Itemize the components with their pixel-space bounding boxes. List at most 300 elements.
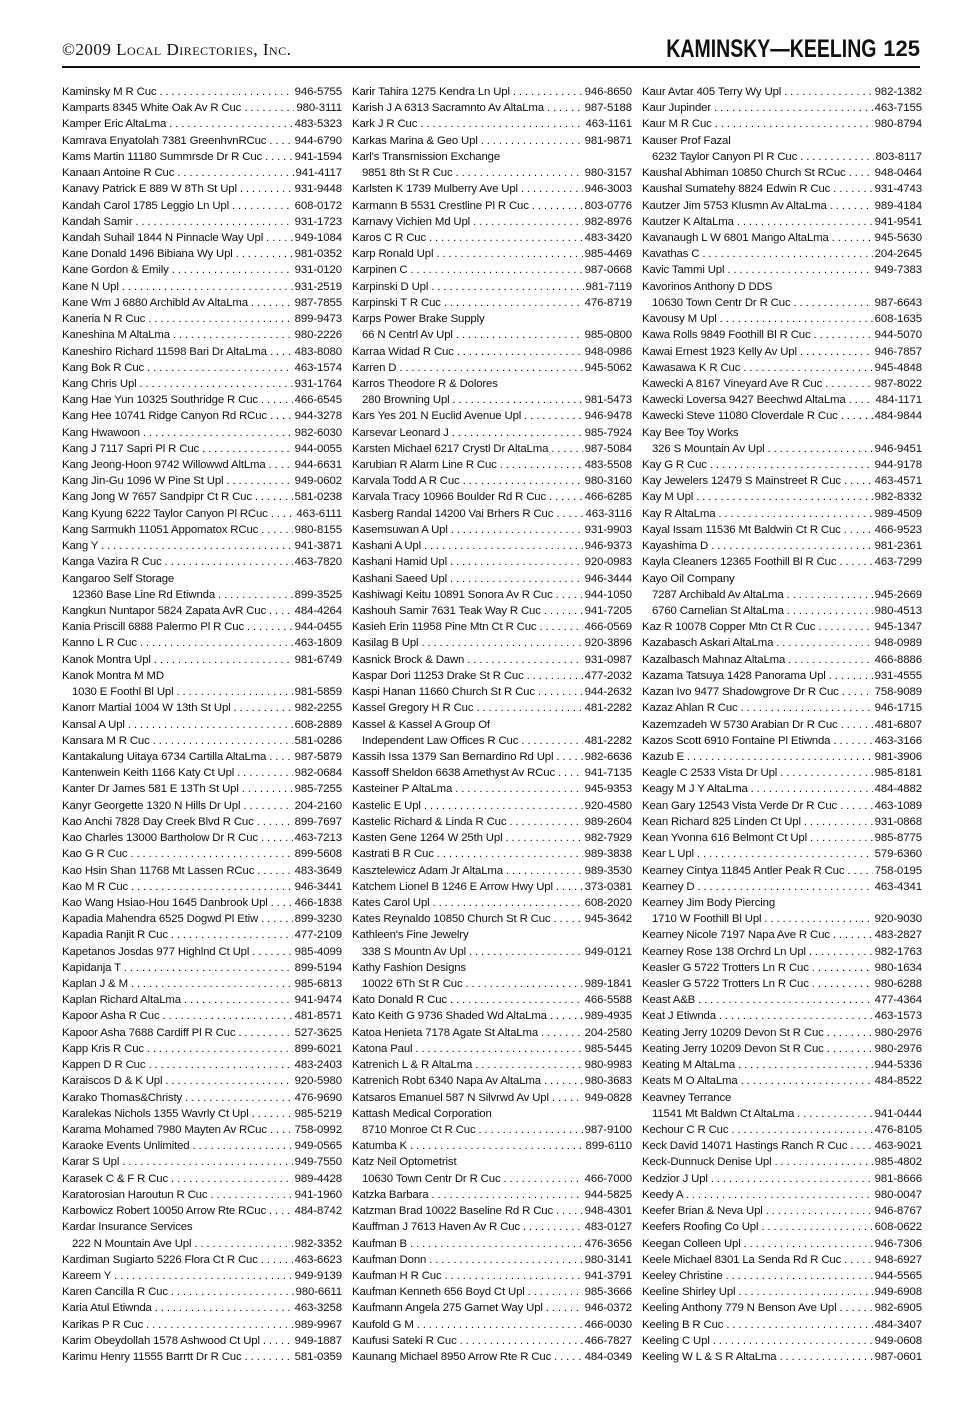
- listing-phone: 941-7205: [584, 605, 632, 617]
- listing-name: Kanok Montra M MD: [62, 669, 164, 682]
- listing-entry: [642, 749, 922, 765]
- listing-name: Kapp Kris R Cuc . . .: [62, 1041, 293, 1057]
- listing-name: Kane Wm J 6880 Archibld Av AltaLma . . .: [62, 295, 293, 311]
- listing-entry: [642, 133, 922, 149]
- listing-entry: [642, 538, 922, 554]
- listing-entry: [642, 1236, 922, 1252]
- listing-phone: 987-5084: [584, 442, 632, 455]
- listing-name: Kang Jin-Gu 1096 W Pine St Upl . . .: [62, 473, 293, 489]
- listing-phone: 466-6545: [294, 394, 342, 407]
- listing-name: Kay Bee Toy Works: [642, 426, 739, 439]
- listing-name: Kasilag B Upl . . .: [352, 635, 583, 651]
- listing-phone: 945-9353: [584, 783, 632, 796]
- listing-name: Karmann B 5531 Crestline Pl R Cuc . . .: [352, 198, 583, 214]
- listing-phone: 899-6110: [585, 1140, 632, 1153]
- listing-name: 280 Browning Upl . . .: [352, 392, 583, 408]
- listing-name: Karimu Henry 11555 Barrtt Dr R Cuc . . .: [62, 1349, 293, 1365]
- listing-name: Katoa Henieta 7178 Agate St AltaLma . . .: [352, 1025, 583, 1041]
- listing-phone: 920-4580: [584, 799, 632, 812]
- listing-phone: 949-1084: [294, 231, 342, 244]
- listing-entry: [352, 392, 632, 408]
- listing-entry: [62, 1057, 342, 1073]
- listing-phone: 466-7827: [584, 1334, 632, 1347]
- listing-name: Karnavy Vichien Md Upl . . .: [352, 214, 583, 230]
- listing-entry: [352, 830, 632, 846]
- listing-name: Karaiscos D & K Upl . . .: [62, 1073, 293, 1089]
- listing-name: Kardar Insurance Services: [62, 1221, 193, 1234]
- listing-entry: [642, 1025, 922, 1041]
- listing-phone: 944-6631: [294, 459, 342, 472]
- listing-name: Kane Gordon & Emily . . .: [62, 262, 293, 278]
- listing-name: Kean Gary 12543 Vista Verde Dr R Cuc . . .: [642, 798, 873, 814]
- listing-name: Kates Reynaldo 10850 Church St R Cuc . . .: [352, 911, 583, 927]
- listing-entry: [352, 765, 632, 781]
- listing-name: Kay M Upl . . .: [642, 489, 873, 505]
- listing-entry: [352, 1025, 632, 1041]
- listing-name: Kania Priscill 6888 Palermo Pl R Cuc . . .: [62, 619, 293, 635]
- listing-name: Keegan Colleen Upl . . .: [642, 1236, 873, 1252]
- listing-name: Kazan Ivo 9477 Shadowgrove Dr R Cuc . . .: [642, 684, 873, 700]
- listing-phone: 941-9541: [874, 215, 922, 228]
- listing-entry: [642, 1268, 922, 1284]
- listing-entry: [352, 895, 632, 911]
- listing-name: Keast A&B . . .: [642, 992, 873, 1008]
- listing-name: Kaunang Michael 8950 Arrow Rte R Cuc . . .: [352, 1349, 583, 1365]
- listing-name: Keeling Anthony 779 N Benson Ave Upl . . .: [642, 1300, 873, 1316]
- listing-entry: [352, 506, 632, 522]
- listing-entry: [62, 149, 342, 165]
- listing-entry: [352, 1252, 632, 1268]
- listing-name: Kanavy Patrick E 889 W 8Th St Upl . . .: [62, 181, 293, 197]
- listing-phone: 463-1573: [874, 1010, 922, 1023]
- listing-phone: 985-3666: [584, 1286, 632, 1299]
- listing-phone: 920-9030: [874, 913, 922, 926]
- listing-phone: 483-2827: [874, 929, 922, 942]
- listing-name: Kechour C R Cuc . . .: [642, 1122, 873, 1138]
- listing-entry: [352, 781, 632, 797]
- listing-phone: 941-0444: [874, 1107, 922, 1120]
- listing-name: 10630 Town Centr Dr R Cuc . . .: [352, 1171, 583, 1187]
- listing-name: Kayo Oil Company: [642, 572, 735, 585]
- listing-entry: [642, 1187, 922, 1203]
- listing-entry: [62, 619, 342, 635]
- listing-phone: 204-2160: [294, 799, 342, 812]
- listing-phone: 944-2632: [584, 686, 632, 699]
- listing-name: Kaplan J & M . . .: [62, 976, 293, 992]
- listing-phone: 980-6611: [295, 1286, 342, 1299]
- listing-entry: [62, 1333, 342, 1349]
- listing-phone: 949-0602: [294, 475, 342, 488]
- listing-entry: [62, 181, 342, 197]
- listing-entry: [352, 84, 632, 100]
- listing-entry: [642, 1333, 922, 1349]
- listing-entry: [642, 1349, 922, 1365]
- listing-entry: [62, 571, 342, 587]
- listing-phone: 989-4428: [294, 1172, 342, 1185]
- listing-name: Kanter Dr James 581 E 13Th St Upl . . .: [62, 781, 293, 797]
- listing-phone: 483-3649: [294, 864, 342, 877]
- listing-phone: 989-3530: [584, 864, 632, 877]
- listing-name: Kastrati B R Cuc . . .: [352, 846, 583, 862]
- listing-phone: 579-6360: [874, 848, 922, 861]
- listing-name: Kear L Upl . . .: [642, 846, 873, 862]
- listing-name: Keeling W L & S R AltaLma . . .: [642, 1349, 873, 1365]
- listing-name: 10630 Town Centr Dr R Cuc . . .: [642, 295, 873, 311]
- listing-entry: [642, 1171, 922, 1187]
- listing-name: Karasek C & F R Cuc . . .: [62, 1171, 293, 1187]
- listing-entry: [352, 198, 632, 214]
- listing-entry: [642, 246, 922, 262]
- listing-name: Kao Anchi 7828 Day Creek Blvd R Cuc . . .: [62, 814, 293, 830]
- listing-phone: 987-9100: [584, 1124, 632, 1136]
- listing-phone: 948-0464: [874, 167, 922, 180]
- listing-name: Kanno L R Cuc . . .: [62, 635, 293, 651]
- listing-entry: [352, 911, 632, 927]
- listing-entry: [352, 1154, 632, 1170]
- listing-entry: [642, 668, 922, 684]
- listing-name: Kang Jeong-Hoon 9742 Willowwd AltLma . . .: [62, 457, 293, 473]
- listing-phone: 987-6643: [874, 296, 922, 309]
- listing-entry: [62, 668, 342, 684]
- listing-name: Karvala Tracy 10966 Boulder Rd R Cuc . . .: [352, 489, 583, 505]
- listing-name: Kayashima D . . .: [642, 538, 873, 554]
- listing-phone: 985-0800: [584, 329, 632, 342]
- listing-entry: [62, 717, 342, 733]
- listing-entry: [352, 1349, 632, 1365]
- listing-name: Keating Jerry 10209 Devon St R Cuc . . .: [642, 1041, 873, 1057]
- listing-entry: [642, 1008, 922, 1024]
- listing-phone: 946-1715: [874, 702, 922, 715]
- listing-name: Kapoor Asha R Cuc . . .: [62, 1008, 293, 1024]
- listing-phone: 758-0195: [874, 864, 922, 877]
- listing-entry: [352, 441, 632, 457]
- listing-entry: [642, 635, 922, 651]
- listing-phone: 476-3656: [584, 1237, 632, 1250]
- listing-entry: [62, 133, 342, 149]
- listing-name: Kasemsuwan A Upl . . .: [352, 522, 583, 538]
- listing-name: Kandah Carol 1785 Leggio Ln Upl . . .: [62, 198, 293, 214]
- listing-name: Kearney Nicole 7197 Napa Ave R Cuc . . .: [642, 927, 873, 943]
- listing-phone: 803-8117: [875, 150, 922, 163]
- listing-entry: [352, 1268, 632, 1284]
- listing-name: Kangaroo Self Storage: [62, 572, 175, 585]
- listing-entry: [62, 814, 342, 830]
- listing-phone: 466-5588: [584, 994, 632, 1007]
- listing-name: Kardiman Sugiarto 5226 Flora Ct R Cuc . . .: [62, 1252, 293, 1268]
- listing-name: 6232 Taylor Canyon Pl R Cuc . . .: [642, 149, 874, 165]
- listing-name: Karpinen C . . .: [352, 262, 583, 278]
- listing-name: 222 N Mountain Ave Upl . . .: [62, 1236, 293, 1252]
- listing-entry: [352, 814, 632, 830]
- listing-name: Kazaz Ahlan R Cuc . . .: [642, 700, 873, 716]
- listing-phone: 944-0455: [294, 621, 342, 634]
- listing-name: Kang Sarmukh 11051 Appomatox RCuc . . .: [62, 522, 293, 538]
- listing-phone: 987-0601: [874, 1351, 922, 1364]
- listing-phone: 463-1809: [294, 637, 342, 650]
- listing-entry: [62, 1154, 342, 1170]
- listing-entry: [352, 944, 632, 960]
- listing-phone: 948-6927: [874, 1253, 922, 1266]
- listing-name: Kauffman J 7613 Haven Av R Cuc . . .: [352, 1219, 583, 1235]
- listing-phone: 527-3625: [294, 1026, 342, 1039]
- listing-name: Karikas P R Cuc . . .: [62, 1317, 293, 1333]
- listing-phone: 949-6908: [874, 1286, 922, 1299]
- listing-entry: [352, 538, 632, 554]
- listing-name: Kashouh Samir 7631 Teak Way R Cuc . . .: [352, 603, 583, 619]
- listing-entry: [642, 327, 922, 343]
- listing-phone: 931-0987: [584, 653, 632, 666]
- listing-entry: [642, 1041, 922, 1057]
- listing-entry: [62, 944, 342, 960]
- listing-entry: [352, 295, 632, 311]
- listing-phone: 477-2109: [294, 929, 342, 942]
- listing-name: Karraa Widad R Cuc . . .: [352, 344, 583, 360]
- listing-entry: [62, 1252, 342, 1268]
- listing-entry: [62, 376, 342, 392]
- listing-name: Kasztelewicz Adam Jr AltaLma . . .: [352, 863, 583, 879]
- listing-name: Kaplan Richard AltaLma . . .: [62, 992, 293, 1008]
- listing-phone: 987-0668: [584, 264, 632, 277]
- listing-phone: 466-6285: [584, 491, 632, 504]
- listing-phone: 758-9089: [874, 686, 922, 699]
- listing-phone: 989-9967: [294, 1318, 342, 1331]
- listing-entry: [642, 781, 922, 797]
- listing-name: Kastelic Richard & Linda R Cuc . . .: [352, 814, 583, 830]
- listing-phone: 373-0381: [584, 880, 632, 893]
- listing-entry: [62, 927, 342, 943]
- listing-phone: 981-2361: [874, 540, 922, 553]
- listing-entry: [62, 976, 342, 992]
- listing-entry: [642, 1252, 922, 1268]
- listing-phone: 982-8332: [874, 491, 922, 504]
- listing-entry: [62, 635, 342, 651]
- listing-name: Kaur Jupinder . . .: [642, 100, 873, 116]
- listing-entry: [62, 863, 342, 879]
- listing-entry: [62, 1187, 342, 1203]
- listing-entry: [62, 1219, 342, 1235]
- listing-entry: [352, 100, 632, 116]
- listing-name: Kaufmann Angela 275 Garnet Way Upl . . .: [352, 1300, 583, 1316]
- listing-entry: [352, 554, 632, 570]
- listing-name: Katrenich L & R AltaLma . . .: [352, 1057, 583, 1073]
- listing-entry: [642, 879, 922, 895]
- listing-entry: [62, 246, 342, 262]
- listing-entry: [62, 311, 342, 327]
- listing-name: Kathy Fashion Designs: [352, 961, 466, 974]
- listing-phone: 204-2645: [874, 248, 922, 261]
- listing-name: Kang Hee 10741 Ridge Canyon Rd RCuc . . .: [62, 408, 293, 424]
- listing-phone: 980-9983: [584, 1059, 632, 1072]
- listing-entry: [352, 425, 632, 441]
- listing-name: 338 S Mountn Av Upl . . .: [352, 944, 583, 960]
- listing-name: Katsaros Emanuel 587 N Silvrwd Av Upl . . .: [352, 1090, 583, 1106]
- listing-phone: 989-2604: [584, 815, 632, 828]
- listing-name: Keeling B R Cuc . . .: [642, 1317, 873, 1333]
- listing-name: Kaufman Kenneth 656 Boyd Ct Upl . . .: [352, 1284, 583, 1300]
- listing-entry: [62, 100, 342, 116]
- listing-phone: 982-8976: [584, 215, 632, 228]
- listing-phone: 945-2669: [874, 588, 922, 601]
- listing-name: Kearney D . . .: [642, 879, 873, 895]
- listing-name: Kawa Rolls 9849 Foothill Bl R Cuc . . .: [642, 327, 873, 343]
- listing-entry: [352, 1073, 632, 1089]
- listing-phone: 758-0992: [294, 1124, 342, 1136]
- listing-entry: [352, 668, 632, 684]
- listing-name: Keefer Brian & Neva Upl . . .: [642, 1203, 873, 1219]
- listing-entry: [62, 506, 342, 522]
- listing-phone: 920-0983: [584, 556, 632, 569]
- listing-entry: [62, 295, 342, 311]
- listing-phone: 899-5608: [294, 848, 342, 861]
- listing-name: Karvala Todd A R Cuc . . .: [352, 473, 583, 489]
- listing-entry: [642, 100, 922, 116]
- listing-entry: [642, 408, 922, 424]
- listing-phone: 484-8522: [874, 1075, 922, 1088]
- listing-entry: [62, 1041, 342, 1057]
- listing-phone: 941-3871: [294, 540, 342, 553]
- listing-name: Kandah Samir . . .: [62, 214, 293, 230]
- listing-entry: [62, 1008, 342, 1024]
- listing-phone: 608-0622: [874, 1221, 922, 1234]
- listing-name: Kayla Cleaners 12365 Foothill Bl R Cuc . . .: [642, 554, 873, 570]
- listing-entry: [62, 1284, 342, 1300]
- listing-phone: 466-9523: [874, 523, 922, 536]
- listing-phone: 204-2580: [584, 1026, 632, 1039]
- listing-entry: [352, 798, 632, 814]
- listing-name: Kang Hwawoon . . .: [62, 425, 293, 441]
- listing-entry: [642, 717, 922, 733]
- listing-phone: 944-1050: [584, 588, 632, 601]
- listing-name: Karaoke Events Unlimited . . .: [62, 1138, 293, 1154]
- listing-name: Kao Charles 13000 Bartholow Dr R Cuc . . .: [62, 830, 293, 846]
- listing-name: Kassel Gregory H R Cuc . . .: [352, 700, 583, 716]
- listing-name: Keck-Dunnuck Denise Upl . . .: [642, 1154, 873, 1170]
- listing-entry: [62, 1106, 342, 1122]
- listing-phone: 899-3525: [294, 588, 342, 601]
- listing-name: Kang Y . . .: [62, 538, 293, 554]
- listing-phone: 945-1347: [874, 621, 922, 634]
- listing-name: Kaufusi Sateki R Cuc . . .: [352, 1333, 583, 1349]
- listing-name: Karia Atul Etiwnda . . .: [62, 1300, 293, 1316]
- listing-entry: [62, 1203, 342, 1219]
- listing-name: Karama Mohamed 7980 Mayten Av RCuc . . .: [62, 1122, 293, 1138]
- listing-entry: [352, 1138, 632, 1154]
- listing-entry: [642, 733, 922, 749]
- listing-entry: [642, 571, 922, 587]
- listing-phone: 944-6790: [294, 134, 342, 147]
- listing-name: Kazabasch Askari AltaLma . . .: [642, 635, 873, 651]
- listing-phone: 981-7119: [585, 280, 632, 293]
- listing-entry: [352, 522, 632, 538]
- listing-entry: [352, 1057, 632, 1073]
- listing-entry: [352, 635, 632, 651]
- listing-name: Karpinski D Upl . . .: [352, 279, 584, 295]
- listing-entry: [62, 1073, 342, 1089]
- listing-entry: [62, 1122, 342, 1138]
- listing-phone: 477-2032: [584, 669, 632, 682]
- listing-phone: 946-9451: [874, 442, 922, 455]
- listing-name: Kawecki Steve 11080 Cloverdale R Cuc . . .: [642, 408, 873, 424]
- listing-name: Katchem Lionel B 1246 E Arrow Hwy Upl . . .: [352, 879, 583, 895]
- listing-name: Kassel & Kassel A Group Of: [352, 718, 490, 731]
- listing-entry: [642, 846, 922, 862]
- listing-entry: [352, 262, 632, 278]
- listing-phone: 899-6021: [294, 1042, 342, 1055]
- listing-entry: [62, 684, 342, 700]
- listing-phone: 944-9178: [874, 459, 922, 472]
- listing-phone: 946-3441: [294, 880, 342, 893]
- listing-name: Keeline Shirley Upl . . .: [642, 1284, 873, 1300]
- listing-entry: [62, 425, 342, 441]
- listing-name: 8710 Monroe Ct R Cuc . . .: [352, 1122, 583, 1138]
- listing-phone: 989-1841: [584, 978, 632, 991]
- listing-name: Kappen D R Cuc . . .: [62, 1057, 293, 1073]
- listing-entry: [352, 473, 632, 489]
- listing-name: 11541 Mt Baldwn Ct AltaLma . . .: [642, 1106, 873, 1122]
- listing-entry: [62, 327, 342, 343]
- listing-phone: 949-7550: [294, 1156, 342, 1169]
- listing-phone: 985-7924: [584, 426, 632, 439]
- listing-entry: [62, 846, 342, 862]
- listing-entry: [642, 603, 922, 619]
- listing-name: Kamper Eric AltaLma . . .: [62, 116, 293, 132]
- listing-name: Kao G R Cuc . . .: [62, 846, 293, 862]
- listing-column-1: [62, 84, 342, 1365]
- listing-name: Kato Keith G 9736 Shaded Wd AltaLma . . .: [352, 1008, 583, 1024]
- listing-name: Kaufman Donn . . .: [352, 1252, 583, 1268]
- listing-entry: [642, 1073, 922, 1089]
- listing-name: Kamparts 8345 White Oak Av R Cuc . . .: [62, 100, 294, 116]
- listing-phone: 608-1635: [874, 313, 922, 326]
- listing-phone: 920-3896: [584, 637, 632, 650]
- listing-phone: 484-8742: [294, 1205, 342, 1218]
- listing-name: Kang J 7117 Sapri Pl R Cuc . . .: [62, 441, 293, 457]
- listing-name: Karish J A 6313 Sacramnto Av AltaLma . . .: [352, 100, 583, 116]
- listing-name: Kawecki Loversa 9427 Beechwd AltaLma . . .: [642, 392, 874, 408]
- listing-name: Kaur M R Cuc . . .: [642, 116, 873, 132]
- listing-name: Kashani Saeed Upl . . .: [352, 571, 583, 587]
- listing-entry: [62, 749, 342, 765]
- listing-phone: 981-3906: [874, 750, 922, 763]
- listing-name: Karp Ronald Upl . . .: [352, 246, 583, 262]
- page-number: 125: [883, 36, 920, 61]
- listing-entry: [642, 214, 922, 230]
- listing-name: Karako Thomas&Christy . . .: [62, 1090, 293, 1106]
- listing-name: Karps Power Brake Supply: [352, 313, 485, 326]
- listing-name: Katz Neil Optometrist: [352, 1156, 457, 1169]
- listing-phone: 466-7000: [584, 1172, 632, 1185]
- listing-entry: [62, 489, 342, 505]
- listing-phone: 481-2282: [584, 702, 632, 715]
- listing-entry: [352, 1106, 632, 1122]
- listing-entry: [642, 814, 922, 830]
- listing-name: Keefers Roofing Co Upl . . .: [642, 1219, 873, 1235]
- listing-phone: 477-4364: [874, 994, 922, 1007]
- listing-phone: 931-4743: [874, 183, 922, 196]
- listing-phone: 941-3791: [584, 1269, 632, 1282]
- listing-entry: [352, 652, 632, 668]
- listing-phone: 985-5445: [584, 1042, 632, 1055]
- listing-name: Kaz R 10078 Copper Mtn Ct R Cuc . . .: [642, 619, 873, 635]
- listing-phone: 466-8886: [874, 653, 922, 666]
- listing-entry: [352, 879, 632, 895]
- listing-entry: [352, 700, 632, 716]
- listing-name: Kauser Prof Fazal: [642, 134, 731, 147]
- listing-phone: 484-4264: [294, 605, 342, 617]
- listing-entry: [62, 262, 342, 278]
- listing-phone: 483-8080: [294, 345, 342, 358]
- listing-name: Keasler G 5722 Trotters Ln R Cuc . . .: [642, 960, 873, 976]
